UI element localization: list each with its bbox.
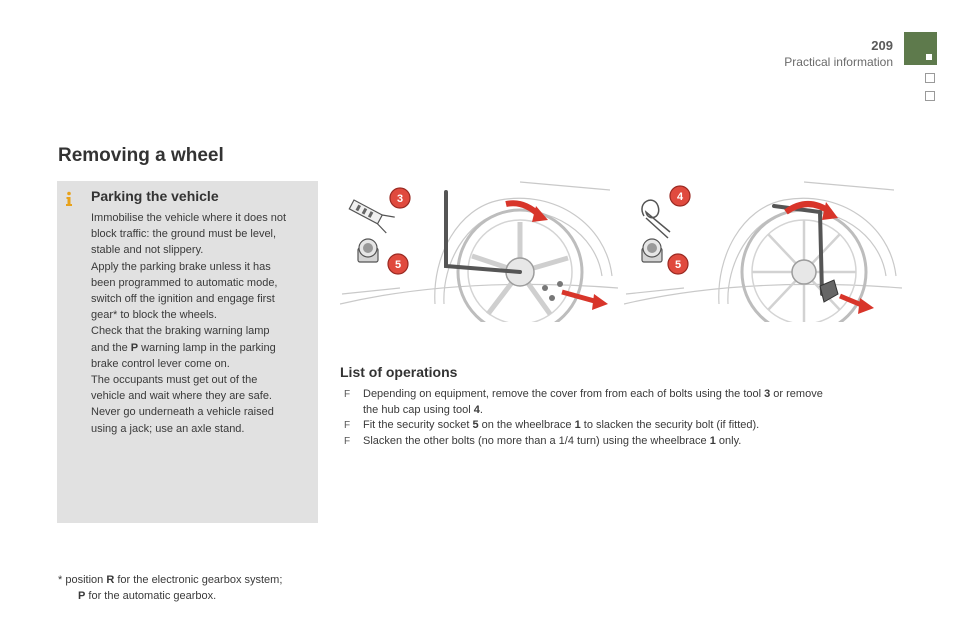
info-icon <box>61 191 77 207</box>
bold-reference: P <box>78 590 86 602</box>
text-segment: the hub cap using tool <box>363 403 474 416</box>
bold-reference: 3 <box>764 388 771 400</box>
operation-line <box>363 434 904 450</box>
info-box-line: The occupants must get out of the <box>91 374 258 387</box>
page-title: Removing a wheel <box>58 145 224 166</box>
bold-reference: 5 <box>472 419 479 431</box>
operation-line <box>363 403 904 419</box>
text-segment: Fit the security socket <box>363 419 473 431</box>
info-box-line: gear* to block the wheels. <box>91 309 217 322</box>
footnote <box>58 572 282 604</box>
text-segment: and the <box>91 341 131 354</box>
text-segment: warning lamp in the parking <box>138 341 276 354</box>
chapter-tab-marker <box>926 54 932 60</box>
text-segment: . <box>479 403 483 416</box>
text-segment: Depending on equipment, remove the cover from from each of bolts using the tool <box>363 388 765 400</box>
bold-reference: 4 <box>473 403 480 416</box>
text-segment: or remove <box>770 388 823 400</box>
callout-label-text: 3 <box>396 193 404 205</box>
info-box-line: vehicle and wait where they are safe. <box>91 390 272 403</box>
info-box-line: switch off the ignition and engage first <box>91 293 275 306</box>
info-box-line: brake control lever come on. <box>91 357 230 370</box>
text-segment: Slacken the other bolts (no more than a 1/4 turn) using the wheelbrace <box>363 434 710 447</box>
operation-line <box>363 387 904 403</box>
footnote-line <box>58 588 282 604</box>
bullet-marker: F <box>344 389 351 400</box>
section-name: Practical information <box>784 55 893 69</box>
bullet-marker: F <box>344 435 351 447</box>
text-segment: on the wheelbrace <box>478 419 575 431</box>
info-box-line: Immobilise the vehicle where it does not <box>91 212 287 224</box>
operations-list <box>344 387 904 449</box>
info-box-line: Apply the parking brake unless it has <box>91 260 271 273</box>
bold-reference: 1 <box>574 419 581 431</box>
info-box-line <box>91 340 316 356</box>
info-box-text <box>91 210 316 437</box>
callout-label-text: 5 <box>674 259 682 271</box>
text-segment: for the automatic gearbox. <box>85 590 217 602</box>
bullet-marker: F <box>344 420 351 431</box>
chapter-tab <box>904 32 937 65</box>
bold-reference: 1 <box>709 434 716 447</box>
operations-title: List of operations <box>340 364 458 380</box>
operation-item <box>344 387 904 418</box>
chapter-tab-outline <box>925 73 935 83</box>
info-box-line: Check that the braking warning lamp <box>91 325 270 338</box>
info-box-line: stable and not slippery. <box>91 244 204 257</box>
bold-reference: P <box>130 341 139 354</box>
chapter-tab-outline <box>925 91 935 101</box>
text-segment: to slacken the security bolt (if fitted). <box>580 419 760 431</box>
bold-reference: R <box>106 574 115 586</box>
page-number: 209 <box>871 38 893 53</box>
info-box-title: Parking the vehicle <box>91 188 219 204</box>
text-segment: only. <box>715 434 742 447</box>
operation-item <box>344 418 904 434</box>
info-box-line: using a jack; use an axle stand. <box>91 422 245 435</box>
info-box-line: been programmed to automatic mode, <box>91 276 278 289</box>
callout-label-text: 5 <box>394 259 402 271</box>
callout-label-text: 4 <box>676 191 684 203</box>
operation-item <box>344 434 904 450</box>
info-box-line: block traffic: the ground must be level, <box>91 228 277 241</box>
illustration-tools-4-5 <box>624 176 902 322</box>
operation-line <box>363 418 904 434</box>
text-segment: for the electronic gearbox system; <box>114 574 283 586</box>
info-box-line: Never go underneath a vehicle raised <box>91 406 274 419</box>
illustration-tools-3-5 <box>340 176 618 322</box>
footnote-line <box>58 572 282 588</box>
text-segment: * position <box>58 574 107 586</box>
